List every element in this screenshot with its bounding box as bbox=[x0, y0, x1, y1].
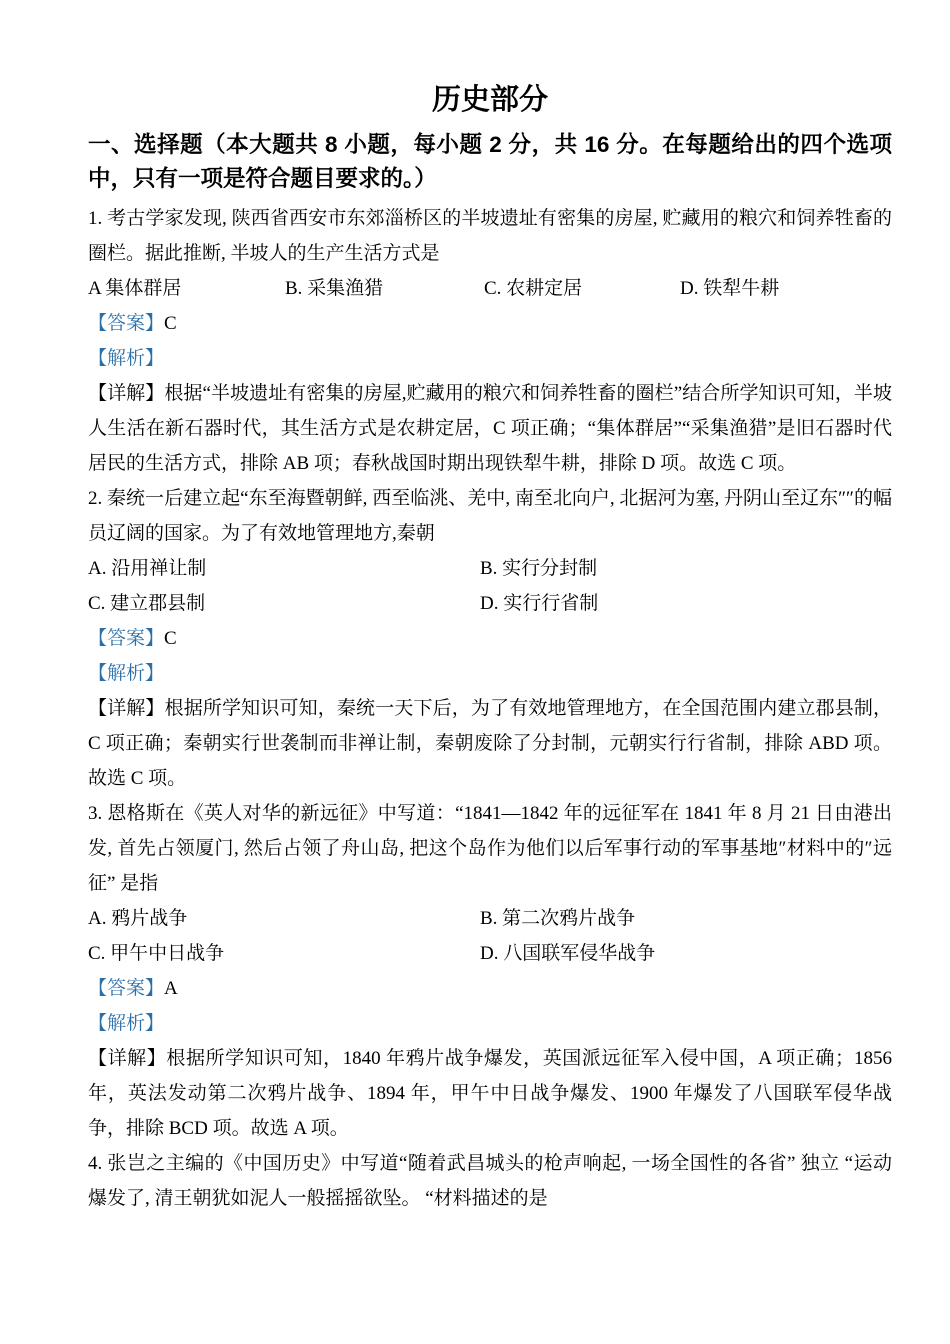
question-1-options bbox=[88, 271, 892, 306]
question-3-detail bbox=[88, 1041, 892, 1146]
question-1-answer-line bbox=[88, 306, 892, 341]
question-3-option-c: C. 甲午中日战争 bbox=[88, 943, 225, 964]
detail-label: 【详解】 bbox=[88, 698, 165, 719]
analysis-label: 【解析】 bbox=[88, 348, 165, 369]
question-1-detail-text: 根据“半坡遗址有密集的房屋,贮藏用的粮穴和饲养牲畜的圈栏”结合所学知识可知，半坡人生活在新石器时代，其生活方式是农耕定居，C 项正确；“集体群居”“采集渔猎”是旧石器时代居民的生活方式，排除 AB 项；春秋战国时期出现铁犁牛耕，排除 D 项。故选 C 项。 bbox=[88, 383, 892, 474]
question-2-answer-value: C bbox=[164, 628, 177, 649]
question-2-option-c: C. 建立郡县制 bbox=[88, 593, 206, 614]
question-1-option-c: C. 农耕定居 bbox=[484, 278, 583, 299]
answer-label: 【答案】 bbox=[88, 628, 165, 649]
question-1-answer-value: C bbox=[164, 313, 177, 334]
question-2-analysis-line bbox=[88, 656, 892, 691]
question-2-stem: 2. 秦统一后建立起“东至海暨朝鲜, 西至临洮、羌中, 南至北向户, 北据河为塞, 丹阴山至辽东″″的幅员辽阔的国家。为了有效地管理地方,秦朝 bbox=[88, 488, 892, 544]
question-3-option-d: D. 八国联军侵华战争 bbox=[480, 943, 656, 964]
analysis-label: 【解析】 bbox=[88, 663, 165, 684]
question-3-option-a: A. 鸦片战争 bbox=[88, 908, 188, 929]
question-3-options-row-1 bbox=[88, 901, 892, 936]
question-2-answer-line bbox=[88, 621, 892, 656]
question-2-options-row-2 bbox=[88, 586, 892, 621]
question-2-detail bbox=[88, 691, 892, 796]
question-3-analysis-line bbox=[88, 1006, 892, 1041]
question-1-detail bbox=[88, 376, 892, 481]
question-1-analysis-line bbox=[88, 341, 892, 376]
answer-label: 【答案】 bbox=[88, 313, 165, 334]
question-1-option-a: A 集体群居 bbox=[88, 278, 182, 299]
question-3-stem: 3. 恩格斯在《英人对华的新远征》中写道：“1841—1842 年的远征军在 1841 年 8 月 21 日由港出发, 首先占领厦门, 然后占领了舟山岛, 把这个岛作为他们以后军事行动的军事基地″材料中的″远征” 是指 bbox=[88, 803, 892, 894]
question-2-detail-text: 根据所学知识可知，秦统一天下后，为了有效地管理地方，在全国范围内建立郡县制，C 项正确；秦朝实行世袭制而非禅让制，秦朝废除了分封制，元朝实行行省制，排除 ABD 项。故选 C 项。 bbox=[88, 698, 892, 789]
question-4-stem: 4. 张岂之主编的《中国历史》中写道“随着武昌城头的枪声响起, 一场全国性的各省” 独立 “运动爆发了, 清王朝犹如泥人一般摇摇欲坠。 “材料描述的是 bbox=[88, 1153, 892, 1209]
page-title: 历史部分 bbox=[431, 84, 548, 116]
question-2-option-a: A. 沿用禅让制 bbox=[88, 558, 207, 579]
section-header: 一、选择题（本大题共 8 小题，每小题 2 分，共 16 分。在每题给出的四个选项中，只有一项是符合题目要求的。） bbox=[88, 132, 892, 191]
document-body bbox=[88, 201, 892, 1216]
question-2-option-d: D. 实行行省制 bbox=[480, 593, 599, 614]
question-3-option-b: B. 第二次鸦片战争 bbox=[480, 908, 636, 929]
question-3-answer-line bbox=[88, 971, 892, 1006]
detail-label: 【详解】 bbox=[88, 383, 165, 404]
analysis-label: 【解析】 bbox=[88, 1013, 165, 1034]
question-1-stem: 1. 考古学家发现, 陕西省西安市东郊淄桥区的半坡遗址有密集的房屋, 贮藏用的粮穴和饲养牲畜的圈栏。据此推断, 半坡人的生产生活方式是 bbox=[88, 208, 892, 264]
question-2-option-b: B. 实行分封制 bbox=[480, 558, 598, 579]
question-3-answer-value: A bbox=[164, 978, 178, 999]
detail-label: 【详解】 bbox=[88, 1048, 167, 1069]
question-2-options-row-1 bbox=[88, 551, 892, 586]
question-1-option-b: B. 采集渔猎 bbox=[285, 278, 384, 299]
question-3-options-row-2 bbox=[88, 936, 892, 971]
question-3-detail-text: 根据所学知识可知，1840 年鸦片战争爆发，英国派远征军入侵中国，A 项正确；1856 年，英法发动第二次鸦片战争、1894 年，甲午中日战争爆发、1900 年爆发了八国联军侵华战争，排除 BCD 项。故选 A 项。 bbox=[88, 1048, 892, 1139]
answer-label: 【答案】 bbox=[88, 978, 165, 999]
question-1-option-d: D. 铁犁牛耕 bbox=[680, 278, 780, 299]
